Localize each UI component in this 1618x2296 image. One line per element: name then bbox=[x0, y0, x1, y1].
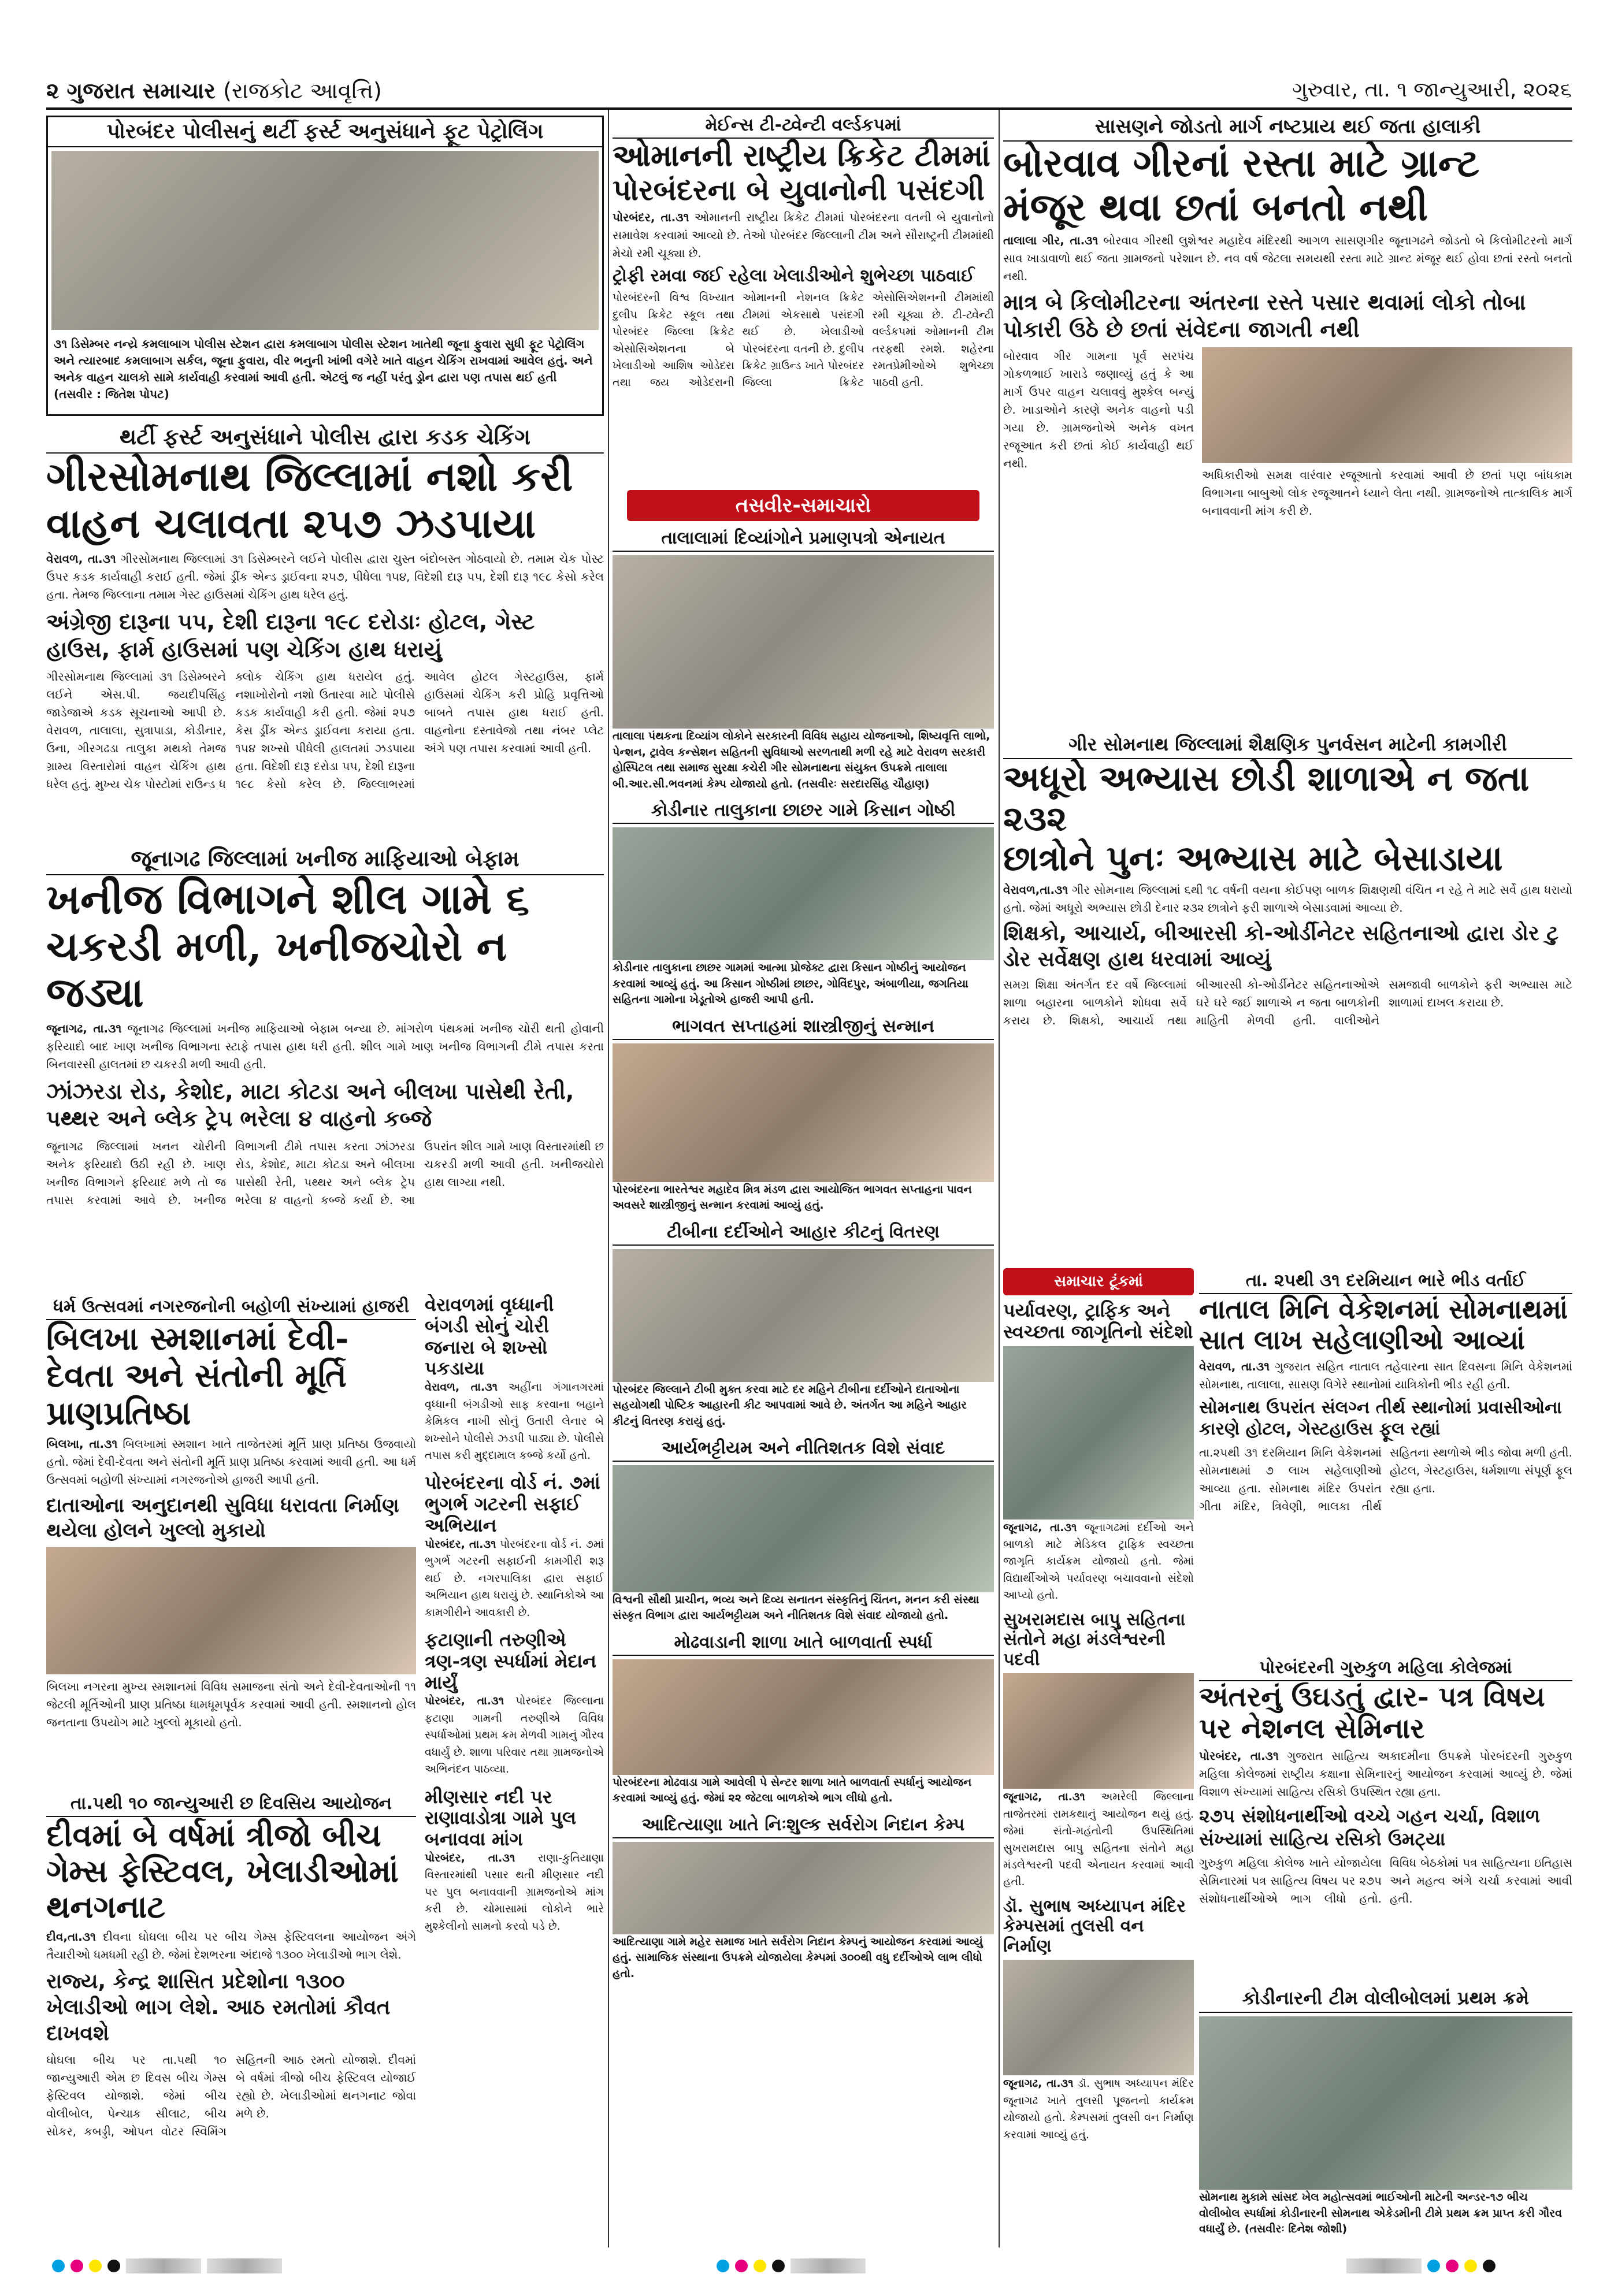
headline: ફટાણાની તરુણીએ ત્રણ-ત્રણ સ્પર્ધામાં મેદાન માર્યું bbox=[425, 1628, 596, 1693]
headline: અધૂરો અભ્યાસ છોડી શાળાએ ન જતા ૨૩૨ bbox=[1003, 759, 1530, 839]
dateline: પોરબંદર, તા.૩૧ bbox=[425, 1695, 504, 1708]
dateline: જૂનાગઢ, તા.૩૧ bbox=[1003, 1790, 1085, 1804]
yellow-dot bbox=[754, 2260, 766, 2272]
lead: જૂનાગઢ જિલ્લામાં ખનીજ માફિયાઓ બેફામ બન્યા છે. માંગરોળ પંથકમાં ખનીજ ચોરી થતી હોવાની ફરિયાદો બાદ ખાણ ખનીજ વિભાગના સ્ટાફે તપાસ હાથ ધરી હતી. શીલ ગામે ખાણ ખનીજ વિભાગની ટીમે તપાસ કરતા બિનવારસી હાલતમાં છ ચકરડી મળી આવી હતી. bbox=[46, 1021, 604, 1071]
black-dot bbox=[772, 2260, 785, 2272]
subhead: અંગ્રેજી દારૂના ૫૫, દેશી દારૂના ૧૯૮ દરોડાઃ હોટલ, ગેસ્ટ હાઉસ, ફાર્મ હાઉસમાં પણ ચેકિંગ હાથ ધરાયું bbox=[46, 609, 535, 662]
headline: દીવમાં બે વર્ષમાં ત્રીજો બીચ ગેમ્સ ફેસ્ટિવલ, ખેલાડીઓમાં થનગનાટ bbox=[46, 1816, 399, 1926]
lead: ઓમાનની રાષ્ટ્રીય ક્રિકેટ ટીમમાં પોરબંદરના વતની બે યુવાનોનો સમાવેશ કરવામાં આવ્યો છે. તેઓ પોરબંદર જિલ્લાની ટીમ અને સૌરાષ્ટ્રની ટીમમાંથી મેચો રમી ચૂક્યા છે. bbox=[613, 210, 994, 261]
subhead: માત્ર બે કિલોમીટરના અંતરના રસ્તે પસાર થવામાં લોકો તોબા પોકારી ઉઠે છે છતાં સંવેદના જાગતી નથી bbox=[1003, 289, 1526, 343]
photo-news-title: કોડીનાર તાલુકાના છાછર ગામે કિસાન ગોષ્ઠી bbox=[613, 798, 994, 824]
photo-news-title: મોઢવાડાની શાળા ખાતે બાળવાર્તા સ્પર્ધા bbox=[613, 1630, 994, 1656]
subhead: ૨૭૫ સંશોધનાર્થીઓ વચ્ચે ગહન ચર્ચા, વિશાળ સંખ્યામાં સાહિત્ય રસિકો ઉમટ્યા bbox=[1199, 1805, 1541, 1851]
column-samachar-tunkma bbox=[1003, 1268, 1194, 2247]
article-body: ગીરસોમનાથ જિલ્લામાં ૩૧ ડિસેમ્બરને લઈને એસ.પી. જયદીપસિંહ જાડેજાએ કડક સૂચનાઓ આપી છે. વેરાવળ, તાલાલા, સુત્રાપાડા, કોડીનાર, ઉના, ગીરગઢડા તાલુકા મથકો તેમજ ગ્રામ્ય વિસ્તારોમાં વાહન ચેકિંગ હાથ ધરેલ હતું. મુખ્ય ચેક પોસ્ટોમાં રાઉન્ડ ધ ક્લોક ચેકિંગ હાથ ધરાયેલ હતું. નશાખોરોનો નશો ઉતારવા માટે પોલીસે કડક કાર્યવાહી કરી હતી. જેમાં ૨૫૭ કેસ ડ્રીંક એન્ડ ડ્રાઈવના કરાયા હતા. ૧૫૪ શખ્સો પીધેલી હાલતમાં ઝડપાયા હતા. વિદેશી દારૂ દરોડા ૫૫, દેશી દારૂના ૧૯૮ કેસો કરેલ છે. જિલ્લાભરમાં આવેલ હોટલ ગેસ્ટહાઉસ, ફાર્મ હાઉસમાં ચેકિંગ કરી પ્રોહિ પ્રવૃત્તિઓ બાબતે તપાસ હાથ ધરાઈ હતી. વાહનોના દસ્તાવેજો તથા નંબર પ્લેટ અંગે પણ તપાસ કરવામાં આવી હતી. bbox=[46, 670, 604, 791]
gray-bar bbox=[126, 2258, 201, 2273]
photo-news-column bbox=[613, 526, 994, 2247]
magenta-dot bbox=[735, 2260, 748, 2272]
photo-caption: તાલાલા પંથકના દિવ્યાંગ લોકોને સરકારની વિવિધ સહાય યોજનાઓ, શિષ્યવૃત્તિ લાભો, પેન્શન, ટ્રાવેલ કન્સેશન સહિતની સુવિધાઓ સરળતાથી મળી રહે માટે વેરાવળ સરકારી હોસ્પિટલ તથા સમાજ સુરક્ષા કચેરી ગીર સોમનાથના સંયુક્ત ઉપક્રમે તાલાલા બી.આર.સી.ભવનમાં કેમ્પ યોજાયો હતો. (તસવીરઃ સરદારસિંહ ચૌહાણ) bbox=[613, 730, 990, 790]
article-body: અધિકારીઓ સમક્ષ વારંવાર રજૂઆતો કરવામાં આવી છે છતાં પણ બાંધકામ વિભાગના બાબુઓ લોક રજૂઆતને ધ્યાને લેતા નથી. ગ્રામજનોએ તાત્કાલિક માર્ગ બનાવવાની માંગ કરી છે. bbox=[1202, 467, 1572, 518]
article-body: રાણા-કુતિયાણા વિસ્તારમાંથી પસાર થતી મીણસાર નદી પર પુલ બનાવવાની ગ્રામજનોએ માંગ કરી છે. ચોમાસામાં લોકોને ભારે મુશ્કેલીનો સામનો કરવો પડે છે. bbox=[425, 1851, 604, 1933]
article-body: બોરવાવ ગીર ગામના પૂર્વ સરપંચ ગોકળભાઈ ખારાડે જણાવ્યું હતું કે આ માર્ગ ઉપર વાહન ચલાવવું મુશ્કેલ બન્યું છે. ખાડાઓને કારણે અનેક વાહનો પડી ગયા છે. ગ્રામજનોએ અનેક વખત રજૂઆત કરી છતાં કોઈ કાર્યવાહી થઈ નથી. bbox=[1003, 348, 1194, 470]
dateline: જૂનાગઢ, તા.૩૧ bbox=[46, 1021, 122, 1035]
photo-caption: વિશ્વની સૌથી પ્રાચીન, ભવ્ય અને દિવ્ય સનાતન સંસ્કૃતિનું ચિંતન, મનન કરી સંસ્થા સંસ્કૃત વિભાગ દ્વારા આર્યભટ્ટીયમ અને નીતિશતક વિશે સંવાદ યોજાયો હતો. bbox=[613, 1593, 979, 1622]
photo-caption: બિલખા નગરના મુખ્ય સ્મશાનમાં વિવિધ સમાજના સંતો અને દેવી-દેવતાઓની ૧૧ જેટલી મૂર્તિઓની પ્રાણ પ્રતિષ્ઠા ધામધૂમપૂર્વક કરવામાં આવી હતી. સ્મશાનનો હોલ જનતાના ઉપયોગ માટે ખુલ્લો મૂકાયો હતો. bbox=[46, 1680, 416, 1730]
headline: અંતરનું ઉઘડતું દ્વાર- પત્ર વિષય પર નેશનલ સેમિનાર bbox=[1199, 1681, 1545, 1745]
cyan-dot bbox=[1427, 2260, 1440, 2272]
bhagwat-photo bbox=[613, 1043, 994, 1182]
article-junagadh-mining bbox=[46, 844, 604, 1288]
black-dot bbox=[1483, 2260, 1495, 2272]
dateline: વેરાવળ, તા.૩૧ bbox=[425, 1381, 498, 1394]
black-dot bbox=[107, 2260, 120, 2272]
column-short-news bbox=[425, 1294, 604, 2247]
article-kicker: ગીર સોમનાથ જિલ્લામાં શૈક્ષણિક પુનર્વસન માટેની કામગીરી bbox=[1003, 731, 1572, 759]
tb-photo bbox=[613, 1249, 994, 1382]
photo-news-title: ભાગવત સપ્તાહમાં શાસ્ત્રીજીનું સન્માન bbox=[613, 1014, 994, 1040]
volleyball-team-photo bbox=[1199, 2016, 1572, 2190]
photo-news-badge: તસવીર-સમાચારો bbox=[627, 490, 979, 521]
article-porbandar-police bbox=[46, 116, 604, 416]
lead: દીવના ઘોઘલા બીચ પર બીચ ગેમ્સ ફેસ્ટિવલના આયોજન અંગે તૈયારીઓ ધમધમી રહી છે. જેમાં દેશભરના અંદાજે ૧૩૦૦ ખેલાડીઓ ભાગ લેશે. bbox=[46, 1930, 416, 1962]
article-kicker: થર્ટી ફર્સ્ટ અનુસંધાને પોલીસ દ્વારા કડક ચેકિંગ bbox=[46, 422, 604, 454]
police-patrol-photo bbox=[51, 151, 599, 330]
subhead: રાજ્ય, કેન્દ્ર શાસિત પ્રદેશોના ૧૩૦૦ ખેલાડીઓ ભાગ લેશે. આઠ રમતોમાં કૌવત દાખવશે bbox=[46, 1970, 391, 2046]
headline: સુખરામદાસ બાપુ સહિતના સંતોને મહા મંડલેશ્વરની પદવી bbox=[1003, 1609, 1186, 1670]
article-title: પોરબંદર પોલીસનું થર્ટી ફર્સ્ટ અનુસંધાને ફૂટ પેટ્રોલિંગ bbox=[48, 117, 602, 147]
headline: બોરવાવ ગીરનાં રસ્તા માટે ગ્રાન્ટ bbox=[1003, 140, 1480, 185]
article-kicker: મેઈન્સ ટી-ટ્વેન્ટી વર્લ્ડકપમાં bbox=[613, 113, 994, 139]
photo-news-title: આર્યભટ્ટીયમ અને નીતિશતક વિશે સંવાદ bbox=[613, 1436, 994, 1462]
masthead-left bbox=[46, 78, 382, 104]
headline: વાહન ચલાવતા ૨૫૭ ઝડપાયા bbox=[46, 499, 536, 547]
magenta-dot bbox=[70, 2260, 83, 2272]
dateline: વેરાવળ, તા.૩૧ bbox=[46, 552, 116, 566]
photo-caption: પોરબંદરના મોઢવાડા ગામે આવેલી પે સેન્ટર શાળા ખાતે બાળવાર્તા સ્પર્ધાનું આયોજન કરવામાં આવ્યું હતું. જેમાં ૨૨ જેટલા બાળકોએ ભાગ લીધો હતો. bbox=[613, 1775, 972, 1805]
road-photo bbox=[1202, 347, 1572, 463]
subhead: સોમનાથ ઉપરાંત સંલગ્ન તીર્થ સ્થાનોમાં પ્રવાસીઓના કારણે હોટલ, ગેસ્ટહાઉસ ફૂલ રહ્યાં bbox=[1199, 1397, 1562, 1440]
headline: ઓમાનની રાષ્ટ્રીય ક્રિકેટ ટીમમાં bbox=[613, 138, 991, 173]
yellow-dot bbox=[1464, 2260, 1477, 2272]
registration-marks-left bbox=[52, 2256, 282, 2276]
headline: વેરાવળમાં વૃધ્ધાની બંગડી સોનું ચોરી જનારા બે શખ્સો પકડાયા bbox=[425, 1294, 554, 1380]
headline: પોરબંદરના બે યુવાનોની પસંદગી bbox=[613, 172, 985, 207]
headline: નાતાલ મિનિ વેકેશનમાં સોમનાથમાં bbox=[1199, 1294, 1568, 1325]
dateline: બિલખા, તા.૩૧ bbox=[46, 1437, 118, 1451]
magenta-dot bbox=[1446, 2260, 1459, 2272]
lead: ગુજરાત સહિત નાતાલ તહેવારના સાત દિવસના મિનિ વેકેશનમાં સોમનાથ, તાલાલા, સાસણ વિગેરે સ્થાનોમાં યાત્રિકોની ભીડ રહી હતી. bbox=[1199, 1359, 1572, 1391]
article-body: ડૉ. સુભાષ અધ્યાપન મંદિર જૂનાગઢ ખાતે તુલસી પૂજનનો કાર્યક્રમ યોજાયો હતો. કેમ્પસમાં તુલસી વન નિર્માણ કરવામાં આવ્યું હતું. bbox=[1003, 2077, 1194, 2141]
headline: છાત્રોને પુનઃ અભ્યાસ માટે બેસાડાયા bbox=[1003, 838, 1503, 879]
photo-caption: આદિત્યાણા ગામે મહેર સમાજ ખાતે સર્વરોગ નિદાન કેમ્પનું આયોજન કરવામાં આવ્યું હતું. સામાજિક સંસ્થાના ઉપક્રમે યોજાયેલા કેમ્પમાં ૩૦૦થી વધુ દર્દીઓએ લાભ લીધો હતો. bbox=[613, 1935, 983, 1980]
photo-caption: ૩૧ ડિસેમ્બર નન્ય્રે કમલાબાગ પોલીસ સ્ટેશન દ્વારા કમલાબાગ પોલીસ સ્ટેશન ખાતેથી જૂના ફુવારા સુધી ફૂટ પેટ્રોલિંગ અને ત્યારબાદ કમલાબાગ સર્કલ, જૂના ફુવારા, વીર ભનુની ખાંભી વગેરે ખાતે વાહન ચેકિંગ રાખવામાં આવેલ હતું. અને અનેક વાહન ચાલકો સામે કાર્યવાહી કરવામાં આવી હતી. એટલું જ નહીં પરંતુ ડ્રોન દ્વારા પણ તપાસ થઈ હતી (તસવીર : જિતેશ પોપટ) bbox=[54, 337, 593, 401]
subhead: ટ્રોફી રમવા જઈ રહેલા ખેલાડીઓને શુભેચ્છા પાઠવાઈ bbox=[613, 266, 975, 287]
article-oman-cricket bbox=[613, 113, 994, 482]
ceremony-photo bbox=[46, 1547, 416, 1674]
masthead-rule bbox=[46, 107, 1572, 110]
registration-marks-center bbox=[717, 2256, 866, 2276]
photo-caption: કોડીનાર તાલુકાના છાછર ગામમાં આત્મા પ્રોજેક્ટ દ્વારા કિસાન ગોષ્ઠીનું આયોજન કરવામાં આવ્યું હતું. આ કિસાન ગોષ્ઠીમાં છાછર, ગોવિંદપુર, અંબાળીયા, જગતિયા સહિતના ગામોના ખેડૂતોએ હાજરી આપી હતી. bbox=[613, 961, 968, 1006]
lead: ગીરસોમનાથ જિલ્લામાં ૩૧ ડિસેમ્બરને લઈને પોલીસ દ્વારા ચુસ્ત બંદોબસ્ત ગોઠવાયો છે. તમામ ચેક પોસ્ટ ઉપર કડક કાર્યવાહી કરાઈ હતી. જેમાં ડ્રીંક એન્ડ ડ્રાઈવના ૨૫૭, પીધેલા ૧૫૪, વિદેશી દારૂ ૫૫, દેશી દારૂ ૧૯૮ કેસો કરેલ હતા. તેમજ જિલ્લાના તમામ ગેસ્ટ હાઉસમાં ચેકિંગ હાથ ધરેલ હતું. bbox=[46, 552, 604, 601]
dateline: જૂનાગઢ, તા.૩૧ bbox=[1003, 2077, 1074, 2090]
dateline: પોરબંદર, તા.૩૧ bbox=[613, 210, 689, 225]
cyan-dot bbox=[717, 2260, 729, 2272]
children-photo bbox=[1003, 1346, 1194, 1519]
headline: બિલખા સ્મશાનમાં દેવી-દેવતા અને સંતોની મૂર્તિ પ્રાણપ્રતિષ્ઠા bbox=[46, 1320, 349, 1432]
kodinar-photo bbox=[613, 827, 994, 960]
headline: ખનીજ વિભાગને શીલ ગામે ૬ bbox=[46, 874, 530, 923]
article-kicker: પોરબંદરની ગુરુકુળ મહિલા કોલેજમાં bbox=[1199, 1655, 1572, 1681]
article-girsomnath-education bbox=[1003, 731, 1572, 1262]
gray-bar bbox=[1346, 2258, 1422, 2273]
article-body: તા.૨૫થી ૩૧ દરમિયાન મિનિ વેકેશનમાં સોમનાથમાં ૭ લાખ સહેલાણીઓ આવ્યા હતા. સોમનાથ મંદિર ઉપરાંત ગીતા મંદિર, ત્રિવેણી, ભાલકા તીર્થ સહિતના સ્થળોએ ભીડ જોવા મળી હતી. હોટલ, ગેસ્ટહાઉસ, ધર્મશાળા સંપૂર્ણ ફૂલ રહ્યા હતા. bbox=[1199, 1445, 1572, 1513]
article-body: અમરેલી જિલ્લાના તાજેતરમાં રામકથાનું આયોજન થયું હતું. જેમાં સંતો-મહંતોની ઉપસ્થિતિમાં સુખરામદાસ બાપુ સહિતના સંતોને મહા મંડલેશ્વરની પદવી એનાયત કરવામાં આવી હતી. bbox=[1003, 1790, 1194, 1889]
dateline: દીવ,તા.૩૧ bbox=[46, 1930, 96, 1944]
dateline: પોરબંદર, તા.૩૧ bbox=[1199, 1749, 1279, 1763]
headline: પોરબંદરના વોર્ડ નં. ૭માં ભુગર્ભ ગટરની સફાઈ અભિયાન bbox=[425, 1472, 600, 1536]
article-kicker: ધર્મ ઉત્સવમાં નગરજનોની બહોળી સંખ્યામાં હાજરી bbox=[46, 1294, 416, 1320]
headline: સાત લાખ સહેલાણીઓ આવ્યાં bbox=[1199, 1324, 1525, 1355]
aditpara-photo bbox=[613, 1842, 994, 1934]
photo-news-title: તાલાલામાં દિવ્યાંગોને પ્રમાણપત્રો એનાયત bbox=[613, 526, 994, 552]
registration-marks-right bbox=[1346, 2256, 1495, 2276]
cyan-dot bbox=[52, 2260, 65, 2272]
photo-caption: સોમનાથ મુકામે સાંસદ ખેલ મહોત્સવમાં ભાઈઓની માટેની અન્ડર-૧૭ બીચ વોલીબોલ સ્પર્ધામાં કોડીનારની સોમનાથ એકેડમીની ટીમે પ્રથમ ક્રમ પ્રાપ્ત કરી ગૌરવ વધાર્યું છે. (તસવીરઃ દિનેશ જોશી) bbox=[1199, 2191, 1562, 2236]
headline: ચકરડી મળી, ખનીજચોરો ન જડ્યા bbox=[46, 922, 507, 1017]
headline: પર્યાવરણ, ટ્રાફિક અને સ્વચ્છતા જાગૃતિનો સંદેશો bbox=[1003, 1299, 1193, 1343]
lead: ગીર સોમનાથ જિલ્લામાં ૬થી ૧૮ વર્ષની વયના કોઈપણ બાળક શિક્ષણથી વંચિત ન રહે તે માટે સર્વે હાથ ધરાયો હતો. જેમાં અધૂરો અભ્યાસ છોડી દેનાર ૨૩૨ છાત્રોને ફરી શાળાએ બેસાડવામાં આવ્યા છે. bbox=[1003, 883, 1572, 915]
article-kicker: જૂનાગઢ જિલ્લામાં ખનીજ માફિયાઓ બેફામ bbox=[46, 844, 604, 875]
article-body: જૂનાગઢમાં દર્દીઓ અને બાળકો માટે મેડિકલ ટ્રાફિક સ્વચ્છતા જાગૃતિ કાર્યક્રમ યોજાયો હતો. જેમાં વિદ્યાર્થીઓએ પર્યાવરણ બચાવવાનો સંદેશો આપ્યો હતો. bbox=[1003, 1521, 1194, 1602]
article-body: જૂનાગઢ જિલ્લામાં ખનન ચોરીની અનેક ફરિયાદો ઉઠી રહી છે. ખાણ ખનીજ વિભાગને ફરિયાદ મળે તો જ તપાસ કરવામાં આવે છે. ખનીજ વિભાગની ટીમે તપાસ કરતા ઝાંઝરડા રોડ, કેશોદ, માટા કોટડા અને બીલખા પાસેથી રેતી, પથ્થર અને બ્લેક ટ્રેપ ભરેલા ૪ વાહનો કબ્જે કર્યા છે. આ ઉપરાંત શીલ ગામે ખાણ વિસ્તારમાંથી છ ચકરડી મળી આવી હતી. ખનીજચોરો હાથ લાગ્યા નથી. bbox=[46, 1139, 604, 1207]
article-kicker: સાસણને જોડતો માર્ગ નષ્ટપ્રાય થઈ જતા હાલાકી bbox=[1003, 113, 1572, 142]
tulsi-photo bbox=[1003, 1960, 1194, 2075]
headline: મંજૂર થવા છતાં બનતો નથી bbox=[1003, 184, 1428, 229]
page-number: ૨ bbox=[46, 78, 60, 103]
subhead: શિક્ષકો, આચાર્ય, બીઆરસી કો-ઓર્ડીનેટર સહિતનાઓ દ્વારા ડોર ટુ ડોર સર્વેક્ષણ હાથ ધરવામાં આવ્યું bbox=[1003, 922, 1559, 971]
headline: ગીરસોમનાથ જિલ્લામાં નશો કરી bbox=[46, 452, 573, 500]
subhead: દાતાઓના અનુદાનથી સુવિધા ધરાવતા નિર્માણ થયેલા હોલને ખુલ્લો મુકાયો bbox=[46, 1494, 399, 1542]
yellow-dot bbox=[89, 2260, 102, 2272]
modhvada-photo bbox=[613, 1659, 994, 1775]
dateline: તાલાલા ગીર, તા.૩૧ bbox=[1003, 233, 1099, 247]
saint-photo bbox=[1003, 1673, 1194, 1789]
photo-news-title: આદિત્યાણા ખાતે નિઃશુલ્ક સર્વરોગ નિદાન કેમ્પ bbox=[613, 1812, 994, 1838]
gray-bar bbox=[207, 2258, 282, 2273]
lead: બિલખામાં સ્મશાન ખાતે તાજેતરમાં મૂર્તિ પ્રાણ પ્રતિષ્ઠા ઉજવાયો હતો. જેમાં દેવી-દેવતા અને સંતોની મૂર્તિ પ્રાણ પ્રતિષ્ઠા કરવામાં આવી હતી. આ ધર્મ ઉત્સવમાં બહોળી સંખ્યામાં નગરજનોએ હાજરી આપી હતી. bbox=[46, 1437, 416, 1487]
dateline: જૂનાગઢ, તા.૩૧ bbox=[1003, 1521, 1077, 1534]
edition-label: (રાજકોટ આવૃત્તિ) bbox=[223, 78, 382, 103]
headline: મીણસાર નદી પર રાણાવાડોત્રા ગામે પુલ બનાવવા માંગ bbox=[425, 1785, 577, 1851]
column-divider bbox=[608, 110, 609, 2247]
article-body: સમગ્ર શિક્ષા અંતર્ગત દર વર્ષે જિલ્લામાં શાળા બહારના બાળકોને શોધવા સર્વે કરાય છે. શિક્ષકો, આચાર્ય તથા બીઆરસી કો-ઓર્ડીનેટર સહિતનાઓએ ઘરે ઘરે જઈ શાળાએ ન જતા બાળકોની માહિતી મેળવી હતી. વાલીઓને સમજાવી બાળકોને ફરી અભ્યાસ માટે શાળામાં દાખલ કરાયા છે. bbox=[1003, 978, 1572, 1027]
dateline: પોરબંદર, તા.૩૧ bbox=[425, 1851, 515, 1864]
subhead: ઝાંઝરડા રોડ, કેશોદ, માટા કોટડા અને બીલખા પાસેથી રેતી, પથ્થર અને બ્લેક ટ્રેપ ભરેલા ૪ વાહનો કબ્જે bbox=[46, 1078, 574, 1132]
article-bilkha-murti bbox=[46, 1294, 416, 1785]
article-gurukul-seminar bbox=[1199, 1655, 1572, 1979]
lead: ગુજરાત સાહિત્ય અકાદમીના ઉપક્રમે પોરબંદરની ગુરુકુળ મહિલા કોલેજમાં રાષ્ટ્રીય કક્ષાના સેમિનારનું આયોજન કરવામાં આવ્યું છે. જેમાં વિશાળ સંખ્યામાં સાહિત્ય રસિકો ઉપસ્થિત રહ્યા હતા. bbox=[1199, 1749, 1572, 1799]
issue-date: ગુરુવાર, તા. ૧ જાન્યુઆરી, ૨૦૨૬ bbox=[1292, 78, 1572, 102]
article-body: ગુરુકુળ મહિલા કોલેજ ખાતે યોજાયેલા સેમિનારમાં પત્ર સાહિત્ય વિષય પર ૨૭૫ સંશોધનાર્થીઓએ ભાગ લીધો હતો. વિવિધ બેઠકોમાં પત્ર સાહિત્યના ઇતિહાસ અને મહત્વ અંગે ચર્ચા કરવામાં આવી હતી. bbox=[1199, 1856, 1572, 1906]
headline: કોડીનારની ટીમ વોલીબોલમાં પ્રથમ ક્રમે bbox=[1199, 1985, 1572, 2013]
article-body: ઘોઘલા બીચ પર તા.૫થી ૧૦ જાન્યુઆરી એમ છ દિવસ બીચ ગેમ્સ ફેસ્ટિવલ યોજાશે. જેમાં બીચ વોલીબોલ, પેન્ચાક સીલાટ, બીચ સોકર, કબડ્ડી, ઓપન વોટર સ્વિમિંગ સહિતની આઠ રમતો યોજાશે. દીવમાં બે વર્ષમાં ત્રીજો બીચ ફેસ્ટિવલ યોજાઈ રહ્યો છે. ખેલાડીઓમાં થનગનાટ જોવા મળે છે. bbox=[46, 2053, 416, 2139]
article-borvav-road bbox=[1003, 113, 1572, 725]
article-kodinar-volleyball bbox=[1199, 1985, 1572, 2247]
photo-news-title: ટીબીના દર્દીઓને આહાર કીટનું વિતરણ bbox=[613, 1220, 994, 1246]
article-body: પોરબંદરના વોર્ડ નં. ૭માં ભુગર્ભ ગટરની સફાઈની કામગીરી શરૂ થઈ છે. નગરપાલિકા દ્વારા સફાઈ અભિયાન હાથ ધરાયું છે. સ્થાનિકોએ આ કામગીરીને આવકારી છે. bbox=[425, 1537, 604, 1619]
column-divider bbox=[999, 110, 1000, 2247]
photo-caption: પોરબંદર જિલ્લાને ટીબી મુક્ત કરવા માટે દર મહિને ટીબીના દર્દીઓને દાતાઓના સહયોગથી પોષ્ટિક આહારની કીટ આપવામાં આવે છે. અંતર્ગત આ મહિને આહાર કીટનું વિતરણ કરાયું હતું. bbox=[613, 1383, 967, 1428]
newspaper-name: ગુજરાત સમાચાર bbox=[66, 78, 216, 103]
article-body: અહીંના ગંગાનગરમાં વૃધ્ધાની બંગડીઓ સાફ કરવાના બહાને કેમિકલ નાખી સોનું ઉતારી લેનાર બે શખ્સોને પોલીસે ઝડપી પાડ્યા છે. પોલીસે તપાસ કરી મુદ્દામાલ કબ્જે કર્યો હતો. bbox=[425, 1381, 604, 1462]
dateline: પોરબંદર, તા.૩૧ bbox=[425, 1537, 496, 1551]
dateline: વેરાવળ, તા.૩૧ bbox=[1199, 1359, 1270, 1373]
dateline: વેરાવળ,તા.૩૧ bbox=[1003, 883, 1068, 897]
headline: ડૉ. સુભાષ અધ્યાપન મંદિર કેમ્પસમાં તુલસી વન નિર્માણ bbox=[1003, 1896, 1186, 1956]
article-body: પોરબંદર જિલ્લાના ફટાણા ગામની તરુણીએ વિવિધ સ્પર્ધાઓમાં પ્રથમ ક્રમ મેળવી ગામનું ગૌરવ વધાર્યું છે. શાળા પરિવાર તથા ગ્રામજનોએ અભિનંદન પાઠવ્યા. bbox=[425, 1695, 604, 1776]
article-kicker: તા.૫થી ૧૦ જાન્યુઆરી છ દિવસિય આયોજન bbox=[46, 1791, 416, 1817]
talala-photo bbox=[613, 555, 994, 729]
article-kicker: તા. ૨૫થી ૩૧ દરમિયાન ભારે ભીડ વર્તાઈ bbox=[1199, 1268, 1572, 1294]
news-in-brief-badge: સમાચાર ટૂંકમાં bbox=[1003, 1268, 1194, 1295]
article-diu-beach-games bbox=[46, 1791, 416, 2247]
article-girsomnath-drunk bbox=[46, 422, 604, 838]
aryabhatta-photo bbox=[613, 1465, 994, 1592]
photo-caption: પોરબંદરના ભારતેશ્વર મહાદેવ મિત્ર મંડળ દ્વારા આયોજિત ભાગવત સપ્તાહના પાવન અવસરે શાસ્ત્રીજીનું સન્માન કરવામાં આવ્યું હતું. bbox=[613, 1183, 972, 1212]
article-somnath-tourists bbox=[1199, 1268, 1572, 1649]
lead: બોરવાવ ગીરથી લુશેશ્વર મહાદેવ મંદિરથી આગળ સાસણગીર જૂનાગઢને જોડતો બે કિલોમીટરનો માર્ગ સાવ ખાડાવાળો થઈ જતા ગ્રામજનો પરેશાન છે. નવ વર્ષ જેટલા સમયથી રસ્તા માટે ગ્રાન્ટ મંજૂર થઈ હોવા છતાં રસ્તો બનતો નથી. bbox=[1003, 233, 1572, 283]
gray-bar bbox=[791, 2258, 866, 2273]
article-body: પોરબંદરની વિશ્વ વિખ્યાત દુલીપ ક્રિકેટ સ્કૂલ તથા પોરબંદર જિલ્લા ક્રિકેટ એસોસિએશનના બે ખેલાડીઓ આશિષ ઓડેદરા તથા જય ઓડેદરાની ઓમાનની નેશનલ ક્રિકેટ ટીમમાં એકસાથે પસંદગી થઈ છે. ખેલાડીઓ પોરબંદરના વતની છે. દુલીપ ક્રિકેટ ગ્રાઉન્ડ ખાતે પોરબંદર જિલ્લા ક્રિકેટ એસોસિએશનની ટીમમાંથી રમી ચૂક્યા છે. ટી-ટ્વેન્ટી વર્લ્ડકપમાં ઓમાનની ટીમ તરફથી રમશે. શહેરના રમતપ્રેમીઓએ શુભેચ્છા પાઠવી હતી. bbox=[613, 291, 994, 389]
